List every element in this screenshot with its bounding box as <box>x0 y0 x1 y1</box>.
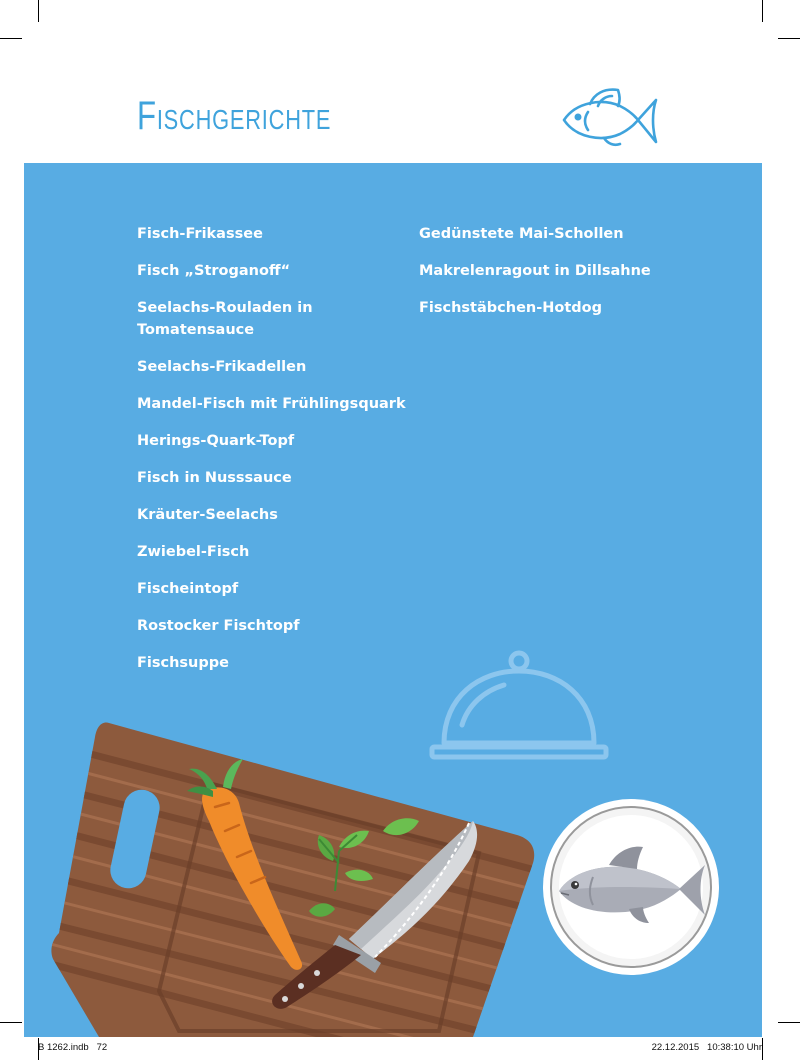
crop-mark <box>762 1038 763 1060</box>
crop-mark <box>762 0 763 22</box>
recipe-item: Fisch „Stroganoff“ <box>137 263 291 279</box>
footer-file-label: B 1262.indb 72 <box>38 1042 108 1053</box>
footer-timestamp: 22.12.2015 10:38:10 Uhr <box>651 1042 762 1053</box>
recipe-list-right <box>419 223 719 334</box>
crop-mark <box>0 38 22 39</box>
recipe-item: Seelachs-Rouladen in Tomatensauce <box>137 300 313 338</box>
content-panel <box>24 163 762 1037</box>
recipe-item: Seelachs-Frikadellen <box>137 359 307 375</box>
crop-mark <box>38 0 39 22</box>
recipe-item: Fischsuppe <box>137 655 229 671</box>
fish-outline-icon <box>558 84 664 150</box>
recipe-item: Kräuter-Seelachs <box>137 507 278 523</box>
page-title: Fischgerichte <box>137 94 332 138</box>
recipe-item: Mandel-Fisch mit Frühlingsquark <box>137 396 406 412</box>
crop-mark <box>0 1022 22 1023</box>
recipe-item: Fisch-Frikassee <box>137 226 263 242</box>
fish-plate-icon <box>539 795 723 979</box>
crop-mark <box>778 1022 800 1023</box>
recipe-item: Fischeintopf <box>137 581 239 597</box>
recipe-item: Makrelenragout in Dillsahne <box>419 263 651 279</box>
recipe-item: Gedünstete Mai-Schollen <box>419 226 624 242</box>
recipe-list-left <box>137 223 407 689</box>
recipe-item: Zwiebel-Fisch <box>137 544 250 560</box>
cutting-board-illustration <box>39 711 539 1037</box>
recipe-item: Fisch in Nusssauce <box>137 470 292 486</box>
recipe-item: Herings-Quark-Topf <box>137 433 295 449</box>
recipe-item: Fischstäbchen-Hotdog <box>419 300 602 316</box>
crop-mark <box>778 38 800 39</box>
recipe-item: Rostocker Fischtopf <box>137 618 300 634</box>
